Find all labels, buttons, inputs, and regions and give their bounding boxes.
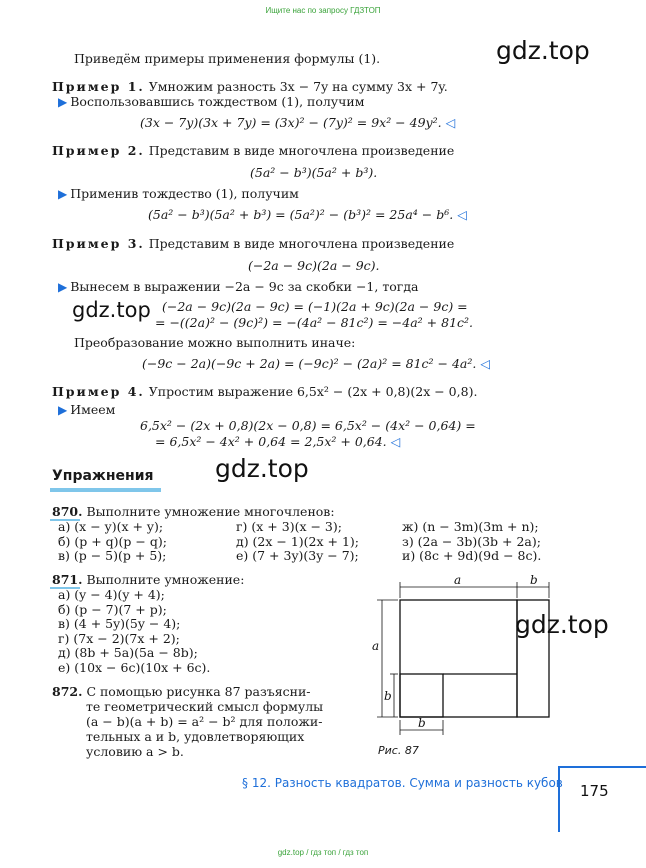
example-text: Умножим разность 3x − 7y на сумму 3x + 7y. — [148, 79, 448, 94]
exercise-number: 871. — [52, 572, 83, 587]
list-item: б) (p + q)(p − q); — [58, 533, 167, 549]
formula: (5a² − b³)(5a² + b³) = (5a²)² − (b³)² = 25a⁴ − b⁶. — [148, 207, 454, 222]
exercise-line: (a − b)(a + b) = a² − b² для положи- — [86, 714, 323, 729]
example-2-expr: (5a² − b³)(5a² + b³). — [250, 165, 378, 180]
watermark: gdz.top — [72, 298, 151, 322]
exercise-line: те геометрический смысл формулы — [86, 699, 324, 714]
exercise-line: С помощью рисунка 87 разъясни- — [86, 684, 311, 699]
watermark: gdz.top — [496, 36, 590, 65]
example-text: Представим в виде многочлена произведение — [148, 143, 455, 158]
exercise-line: тельных a и b, удовлетворяющих — [86, 729, 305, 744]
watermark: gdz.top — [515, 610, 609, 639]
example-2 — [52, 143, 454, 158]
figure-87 — [370, 570, 570, 750]
list-item: д) (8b + 5a)(5a − 8b); — [58, 645, 198, 660]
square-b — [400, 674, 443, 717]
heading-underline — [50, 488, 161, 492]
example-2-step — [58, 186, 299, 202]
label-b: b — [530, 573, 538, 587]
exercise-number: 872. — [52, 684, 83, 699]
exercise-870 — [52, 504, 335, 519]
example-text: Упростим выражение 6,5x² − (2x + 0,8)(2x − 0,8). — [148, 384, 478, 399]
example-4 — [52, 384, 477, 399]
watermark: gdz.top — [215, 454, 309, 483]
example-1-step — [58, 94, 365, 110]
triangle-left-icon: ◁ — [457, 207, 467, 222]
list-item: г) (x + 3)(x − 3); — [236, 519, 342, 534]
figure-caption: Рис. 87 — [378, 744, 419, 757]
top-banner: Ищите нас по запросу ГДЗТОП — [265, 6, 381, 15]
example-text: Представим в виде многочлена произведение — [148, 236, 455, 251]
example-1 — [52, 79, 448, 94]
list-item: з) (2a − 3b)(3b + 2a); — [402, 533, 541, 549]
label-b: b — [384, 689, 392, 703]
triangle-left-icon: ◁ — [480, 356, 490, 371]
list-item: б) (p − 7)(7 + p); — [58, 601, 167, 617]
step-text: Применив тождество (1), получим — [70, 186, 299, 201]
triangle-right-icon: ▶ — [58, 280, 68, 294]
exercise-871-items — [58, 588, 210, 675]
square-a — [400, 600, 517, 717]
exercise-number: 870. — [52, 504, 83, 519]
triangle-left-icon: ◁ — [390, 434, 401, 449]
example-label: Пример 2. — [52, 143, 145, 158]
list-item: д) (2x − 1)(2x + 1); — [236, 533, 360, 549]
list-item: е) (7 + 3y)(3y − 7); — [236, 548, 359, 563]
list-item: в) (4 + 5y)(5y − 4); — [58, 616, 181, 631]
label-a: a — [372, 639, 380, 653]
example-2-formula — [148, 207, 467, 222]
list-item: ж) (n − 3m)(3m + n); — [402, 519, 539, 534]
formula: (−9c − 2a)(−9c + 2a) = (−9c)² − (2a)² = 81c² − 4a². — [142, 356, 477, 371]
example-3-formula-line2: = −((2a)² − (9c)²) = −(4a² − 81c²) = −4a² + 81c². — [155, 315, 474, 330]
example-3-step — [58, 279, 418, 295]
page-number: 175 — [580, 782, 609, 800]
example-3-alt-text: Преобразование можно выполнить иначе: — [74, 335, 356, 350]
example-3 — [52, 236, 454, 251]
list-item: в) (p − 5)(p + 5); — [58, 548, 167, 563]
exercise-872 — [52, 684, 323, 759]
example-label: Пример 3. — [52, 236, 145, 251]
example-4-step — [58, 402, 115, 418]
exercise-871 — [52, 572, 244, 587]
label-a: a — [454, 573, 462, 587]
bottom-banner: gdz.top / гдз топ / гдз топ — [277, 848, 369, 857]
exercises-heading: Упражнения — [52, 468, 154, 484]
step-text: Вынесем в выражении −2a − 9c за скобки −1, тогда — [70, 279, 419, 294]
list-item: г) (7x − 2)(7x + 2); — [58, 630, 180, 646]
triangle-right-icon: ▶ — [58, 187, 68, 201]
label-b: b — [418, 716, 426, 730]
triangle-right-icon: ▶ — [58, 403, 68, 417]
triangle-right-icon: ▶ — [58, 95, 68, 109]
exercise-text: Выполните умножение многочленов: — [86, 504, 335, 519]
intro-text: Приведём примеры применения формулы (1). — [74, 51, 381, 66]
exercise-line: условию a > b. — [86, 744, 184, 759]
triangle-left-icon: ◁ — [445, 115, 456, 130]
exercise-870-col1 — [58, 520, 167, 564]
exercise-870-col2 — [236, 520, 359, 564]
example-4-formula-line1: 6,5x² − (2x + 0,8)(2x − 0,8) = 6,5x² − (4x² − 0,64) = — [140, 418, 476, 433]
step-text: Имеем — [70, 402, 116, 417]
footer-divider — [558, 766, 646, 768]
exercise-text: Выполните умножение: — [86, 572, 245, 587]
example-label: Пример 1. — [52, 79, 145, 94]
example-4-formula-line2 — [155, 434, 400, 449]
example-3-expr: (−2a − 9c)(2a − 9c). — [248, 258, 380, 273]
example-1-formula — [140, 115, 455, 130]
example-3-alt-formula — [142, 356, 490, 371]
example-3-formula-line1: (−2a − 9c)(2a − 9c) = (−1)(2a + 9c)(2a − 9c) = — [162, 299, 468, 314]
section-title: § 12. Разность квадратов. Сумма и разность кубов — [242, 776, 563, 790]
formula: = 6,5x² − 4x² + 0,64 = 2,5x² + 0,64. — [155, 434, 387, 449]
rect-right — [517, 600, 549, 717]
exercise-870-col3 — [402, 520, 541, 564]
formula: (3x − 7y)(3x + 7y) = (3x)² − (7y)² = 9x² − 49y². — [140, 115, 442, 130]
list-item: а) (x − y)(x + y); — [58, 519, 164, 534]
list-item: а) (y − 4)(y + 4); — [58, 587, 165, 602]
list-item: е) (10x − 6c)(10x + 6c). — [58, 659, 211, 675]
list-item: и) (8c + 9d)(9d − 8c). — [402, 548, 542, 563]
example-label: Пример 4. — [52, 384, 145, 399]
step-text: Воспользовавшись тождеством (1), получим — [70, 94, 365, 109]
